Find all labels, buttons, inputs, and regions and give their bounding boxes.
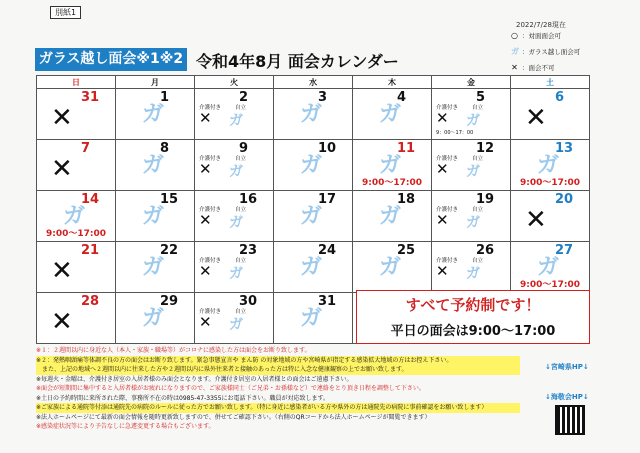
- qr-code[interactable]: [555, 405, 585, 435]
- independent-label: 自立: [235, 105, 247, 111]
- day-number: 26: [476, 243, 495, 258]
- day-cell: [353, 242, 432, 293]
- legend-item-none: [511, 60, 580, 76]
- note-item: ※ご家族による通院等付添は通院先の病院のルールに従った方でお願い致します。（特に身近に感染者がいる方や県外の方は通院先の病院に事前確認をお願い致します）: [36, 403, 520, 413]
- day-cell: [37, 140, 116, 191]
- glass-icon: ガ: [379, 153, 402, 178]
- glass-icon: ガ: [379, 255, 402, 280]
- notice-heading: すべて予約制です！: [405, 296, 541, 314]
- reservation-notice: [356, 290, 590, 344]
- day-cell: [353, 191, 432, 242]
- glass-icon: ガ: [379, 204, 402, 229]
- visit-hours: 9：00～17：00: [436, 130, 474, 136]
- glass-icon: ガ: [142, 204, 165, 229]
- day-cell: [37, 191, 116, 242]
- note-item: また、上記の地域へ２週間以内に往来した方や２週間以内に県外往来者と接触のあった方は特に入念な健康観察の上でお願い致します。: [36, 365, 520, 375]
- day-cell: [274, 89, 353, 140]
- cross-icon: ✕: [199, 109, 212, 127]
- weekday-header: 火: [195, 76, 274, 89]
- cross-icon: ✕: [525, 205, 547, 235]
- visit-hours: 9:00～17:00: [519, 280, 581, 290]
- care-label: 介護付き: [199, 156, 222, 162]
- glass-icon: ガ: [300, 306, 323, 331]
- weekday-header: 金: [432, 76, 511, 89]
- day-cell: [353, 140, 432, 191]
- glass-icon: ガ: [379, 102, 402, 127]
- day-number: 31: [81, 90, 100, 105]
- day-cell: [274, 140, 353, 191]
- week-row: [37, 242, 590, 293]
- day-number: 31: [318, 294, 337, 309]
- glass-icon: ガ: [229, 215, 243, 231]
- day-cell: [37, 242, 116, 293]
- care-label: 介護付き: [436, 258, 459, 264]
- notice-hours: 平日の面会は9:00～17:00: [390, 324, 556, 339]
- care-label: 介護付き: [199, 105, 222, 111]
- day-number: 10: [318, 141, 337, 156]
- independent-label: 自立: [235, 258, 247, 264]
- as-of-date: 2022/7/28現在: [516, 21, 566, 29]
- day-cell: [37, 293, 116, 344]
- glass-icon: ガ: [229, 113, 243, 129]
- week-row: [37, 140, 590, 191]
- care-label: 介護付き: [436, 156, 459, 162]
- legend-label: ：ガラス越し面会可: [522, 48, 581, 56]
- note-item: ※毎週火・金曜は、介護付き居室の入居者様のみ面会となります。介護付き居室の入居者様との面会はご遠慮下さい。: [36, 375, 353, 383]
- glass-icon: ガ: [466, 215, 480, 231]
- legend: [511, 28, 580, 76]
- day-cell: [511, 191, 590, 242]
- glass-icon: ガ: [466, 113, 480, 129]
- day-cell: [195, 191, 274, 242]
- note-item: ※２：発熱咽頭痛等体調不良の方の面会はお断り致します。緊急事態宣言や まん防 の対象地域の方や宮崎県が指定する感染拡大地域の方はお控え下さい。: [36, 356, 520, 366]
- independent-label: 自立: [235, 207, 247, 213]
- note-item: ※法人ホームページにて最新の面会情報を随時更新致しますので、併せてご確認下さい。（右側のQRコードから法人ホームページが閲覧できます）: [36, 413, 431, 421]
- day-number: 7: [81, 141, 91, 156]
- legend-label: ：面会不可: [522, 64, 555, 72]
- cross-icon: ✕: [199, 160, 212, 178]
- note-item: ※１：２週間以内に身近な人（本人・家族・職場等）がコロナに感染した方は面会をお断り致します。: [36, 347, 311, 354]
- weekday-header: 土: [511, 76, 590, 89]
- day-number: 22: [160, 243, 179, 258]
- day-cell: [116, 191, 195, 242]
- glass-icon: ガ: [466, 164, 480, 180]
- cross-icon: ✕: [51, 154, 73, 184]
- pref-hp[interactable]: [545, 362, 589, 372]
- independent-label: 自立: [235, 309, 247, 315]
- day-number: 12: [476, 141, 495, 156]
- legend-item-face: [511, 28, 580, 44]
- glass-icon: ガ: [466, 266, 480, 282]
- weekday-header: 木: [353, 76, 432, 89]
- day-cell: [116, 242, 195, 293]
- day-number: 1: [160, 90, 170, 105]
- cross-icon: ✕: [199, 211, 212, 229]
- week-row: [37, 191, 590, 242]
- independent-label: 自立: [472, 156, 484, 162]
- independent-label: 自立: [472, 105, 484, 111]
- day-number: 30: [239, 294, 258, 309]
- glass-icon: ガ: [300, 204, 323, 229]
- notes-list: [36, 346, 520, 432]
- day-number: 11: [397, 141, 416, 156]
- day-number: 6: [555, 90, 565, 105]
- day-number: 4: [397, 90, 407, 105]
- day-number: 16: [239, 192, 258, 207]
- cross-icon: ✕: [51, 256, 73, 286]
- day-number: 5: [476, 90, 486, 105]
- day-number: 9: [239, 141, 249, 156]
- day-cell: [195, 89, 274, 140]
- day-number: 13: [555, 141, 574, 156]
- cross-icon: ✕: [51, 307, 73, 337]
- glass-icon: ガ: [142, 255, 165, 280]
- glass-visit-badge: ガラス越し面会※1※2: [35, 48, 187, 71]
- day-cell: [511, 89, 590, 140]
- care-label: 介護付き: [199, 207, 222, 213]
- day-cell: [116, 140, 195, 191]
- glass-icon: ガ: [142, 102, 165, 127]
- visit-hours: 9:00～17:00: [45, 229, 107, 239]
- glass-icon: ガ: [300, 102, 323, 127]
- corp-hp-link[interactable]: ↓海敬会HP↓: [545, 393, 589, 401]
- day-cell: [353, 89, 432, 140]
- cross-icon: ✕: [436, 262, 449, 280]
- day-number: 21: [81, 243, 100, 258]
- day-number: 27: [555, 243, 574, 258]
- cross-icon: ✕: [199, 262, 212, 280]
- day-cell: [432, 140, 511, 191]
- day-cell: [511, 140, 590, 191]
- glass-icon: ガ: [229, 164, 243, 180]
- day-cell: [511, 242, 590, 293]
- day-cell: [116, 293, 195, 344]
- glass-icon: ガ: [229, 266, 243, 282]
- attachment-tag: 別紙1: [50, 6, 81, 19]
- day-cell: [195, 140, 274, 191]
- day-number: 24: [318, 243, 337, 258]
- glass-icon: ガ: [229, 317, 243, 333]
- glass-icon: ガ: [537, 153, 560, 178]
- cross-icon: ✕: [436, 109, 449, 127]
- day-cell: [432, 191, 511, 242]
- day-cell: [274, 293, 353, 344]
- glass-icon: ガ: [142, 153, 165, 178]
- day-number: 23: [239, 243, 258, 258]
- independent-label: 自立: [472, 258, 484, 264]
- day-number: 15: [160, 192, 179, 207]
- weekday-row: [37, 76, 590, 89]
- day-number: 19: [476, 192, 495, 207]
- day-number: 8: [160, 141, 170, 156]
- visit-hours: 9:00～17:00: [361, 178, 423, 188]
- glass-icon: ガ: [537, 255, 560, 280]
- day-number: 25: [397, 243, 416, 258]
- glass-icon: ガ: [300, 255, 323, 280]
- day-cell: [432, 89, 511, 140]
- day-number: 2: [239, 90, 249, 105]
- note-item: ※面会が短期間に集中すると入居者様がお疲れになりますので、ご家族様同士（ご兄弟・お孫様など）で連絡をとり頂き日程を調整して下さい。: [36, 385, 425, 392]
- cross-icon: ✕: [51, 103, 73, 133]
- visit-hours: 9:00～17:00: [519, 178, 581, 188]
- care-label: 介護付き: [436, 105, 459, 111]
- care-label: 介護付き: [199, 258, 222, 264]
- day-cell: [274, 191, 353, 242]
- circle-icon: ○: [511, 31, 518, 40]
- day-cell: [195, 293, 274, 344]
- weekday-header: 日: [37, 76, 116, 89]
- day-number: 3: [318, 90, 328, 105]
- note-item: ※土日の予約時間に来所された際、事務所不在の時は0985-47-3355にお電話下さい。職員が対応致します。: [36, 394, 330, 402]
- day-cell: [37, 89, 116, 140]
- glass-icon: ガ: [300, 153, 323, 178]
- day-cell: [432, 242, 511, 293]
- day-number: 17: [318, 192, 337, 207]
- pref-hp-link[interactable]: ↓宮崎県HP↓: [545, 363, 589, 371]
- cross-icon: ✕: [436, 211, 449, 229]
- cross-icon: ✕: [511, 63, 518, 72]
- day-cell: [195, 242, 274, 293]
- corp-hp[interactable]: [545, 392, 589, 435]
- day-number: 28: [81, 294, 100, 309]
- cross-icon: ✕: [199, 313, 212, 331]
- weekday-header: 月: [116, 76, 195, 89]
- cross-icon: ✕: [525, 103, 547, 133]
- legend-item-glass: [511, 44, 580, 60]
- legend-label: ：対面面会可: [522, 32, 561, 40]
- cross-icon: ✕: [436, 160, 449, 178]
- glass-icon: ガ: [511, 47, 519, 56]
- day-number: 20: [555, 192, 574, 207]
- care-label: 介護付き: [199, 309, 222, 315]
- glass-icon: ガ: [63, 204, 86, 229]
- glass-icon: ガ: [142, 306, 165, 331]
- day-number: 29: [160, 294, 179, 309]
- day-cell: [116, 89, 195, 140]
- note-item: ※感染症状況等により予告なしに急遽変更する場合もございます。: [36, 423, 215, 430]
- care-label: 介護付き: [436, 207, 459, 213]
- independent-label: 自立: [472, 207, 484, 213]
- day-number: 14: [81, 192, 100, 207]
- weekday-header: 水: [274, 76, 353, 89]
- week-row: [37, 89, 590, 140]
- independent-label: 自立: [235, 156, 247, 162]
- day-cell: [274, 242, 353, 293]
- page-title: 令和4年8月 面会カレンダー: [196, 52, 399, 71]
- day-number: 18: [397, 192, 416, 207]
